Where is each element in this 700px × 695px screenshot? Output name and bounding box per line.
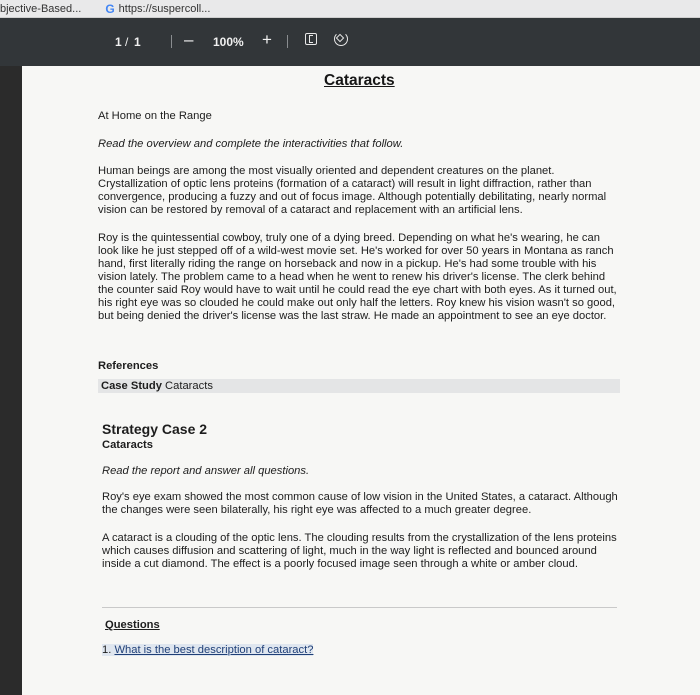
document-title: Cataracts: [324, 72, 395, 89]
fit-to-page-icon[interactable]: [305, 33, 317, 45]
case-study-value: Cataracts: [165, 380, 213, 392]
bookmark-objective-based[interactable]: [0, 3, 81, 15]
report-instructions: Read the report and answer all questions.: [102, 465, 310, 477]
page-total: 1: [134, 35, 141, 49]
section-divider: [102, 607, 617, 608]
references-label: References: [98, 360, 159, 372]
bookmark-suspercoll[interactable]: [91, 2, 210, 16]
instructions: Read the overview and complete the interactivities that follow.: [98, 138, 404, 150]
zoom-level[interactable]: 100%: [213, 35, 244, 49]
definition-paragraph: A cataract is a clouding of the optic lens. The clouding results from the crystallization of the lens proteins which causes diffusion and scattering of light, much in the way light is reflected and bounced around inside a cut diamond. The effect is a poorly focused image seen through a white or amber cloud.: [102, 532, 617, 570]
bookmark-label: bjective-Based...: [0, 2, 82, 15]
question-number: 1.: [102, 644, 112, 656]
bookmarks-bar: [0, 0, 700, 18]
pdf-viewer: [0, 66, 700, 695]
question-1-link[interactable]: What is the best description of cataract?: [114, 644, 314, 656]
pdf-toolbar: [0, 18, 700, 66]
page-separator: /: [125, 35, 129, 49]
story-paragraph: Roy is the quintessential cowboy, truly one of a dying breed. Depending on what he's wearing, he can look like he just stepped off of a wild-west movie set. He's worked for over 50 years in Montana as ranch hand, first literally riding the range on horseback and now in a pickup. He's had some trouble with his vision lately. The problem came to a head when he went to renew his driver's license. The clerk behind the counter said Roy would have to wait until he could read the eye chart with both eyes. As it turned out, his right eye was so clouded he could make out only half the letters. Roy knew his vision wasn't so good, but being denied the driver's license was the last straw. He made an appointment to see an eye doctor.: [98, 232, 617, 322]
question-1: [102, 644, 622, 657]
bookmark-label: https://suspercoll...: [118, 2, 211, 15]
section-heading: At Home on the Range: [98, 110, 212, 122]
case-study-row[interactable]: [98, 379, 620, 393]
zoom-out-button[interactable]: –: [184, 30, 194, 49]
toolbar-divider: [287, 35, 288, 48]
strategy-case-title: Strategy Case 2: [102, 421, 208, 437]
strategy-case-subtitle: Cataracts: [102, 439, 153, 451]
toolbar-divider: [171, 35, 172, 48]
pdf-page: [22, 66, 700, 695]
rotate-icon[interactable]: [334, 32, 348, 46]
page-current[interactable]: 1: [115, 35, 122, 49]
zoom-in-button[interactable]: +: [262, 30, 272, 49]
google-icon: G: [105, 1, 115, 16]
questions-heading: Questions: [105, 619, 160, 631]
overview-paragraph: Human beings are among the most visually oriented and dependent creatures on the planet. Crystallization of optic lens proteins (formation of a cataract) will result in light diffraction, rather than convergence, producing a fuzzy and out of focus image. Although potentially debilitating, nearly normal vision can be restored by removal of a cataract and replacement with an artificial lens.: [98, 165, 607, 216]
exam-paragraph: Roy's eye exam showed the most common cause of low vision in the United States, a cataract. Although the changes were seen bilaterally, his right eye was affected to a much greater degree.: [102, 491, 618, 516]
case-study-label: Case Study: [101, 380, 162, 392]
